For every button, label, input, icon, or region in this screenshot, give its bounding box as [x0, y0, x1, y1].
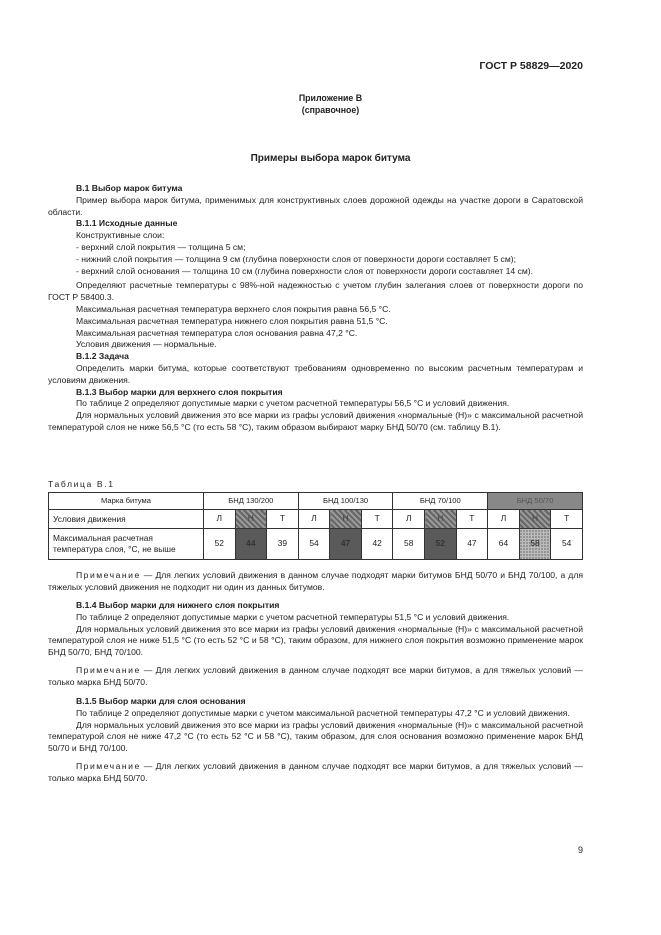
row-label-temperature: Максимальная расчетная температура слоя, °С, не выше — [49, 529, 204, 560]
row-label-traffic: Условия движения — [49, 510, 204, 529]
temperature-base-layer: Максимальная расчетная температура слоя основания равна 47,2 °С. — [76, 327, 358, 338]
note-3 — [48, 761, 583, 785]
temperature-cell: 58 — [519, 529, 551, 560]
traffic-cell: Н — [235, 510, 267, 529]
paragraph-b14-a: По таблице 2 определяют допустимые марки с учетом расчетной температуры 51,5 °С и условий движения. — [76, 611, 510, 622]
appendix-heading — [0, 92, 661, 116]
paragraph-b14-b: Для нормальных условий движения это все марки из графы условий движения «нормальные (Н)» с максимальной расчетной температурой слоя не ниже 51,5 °С (то есть 52 °С и 58 °С), таким образом, для нижнего слоя покрытия возможно применение марок БНД 50/70, БНД 70/100. — [48, 623, 583, 658]
note-2 — [48, 665, 583, 689]
temperature-cell: 54 — [551, 529, 583, 560]
table-row-traffic — [49, 510, 583, 529]
section-b14 — [48, 600, 583, 689]
header-grade-label: Марка битума — [49, 493, 204, 510]
appendix-title: Приложение В — [298, 93, 363, 103]
table-row-temperature — [49, 529, 583, 560]
traffic-cell: Т — [456, 510, 488, 529]
temperature-cell: 52 — [425, 529, 457, 560]
traffic-cell: Н — [330, 510, 362, 529]
traffic-conditions: Условия движения — нормальные. — [76, 339, 217, 350]
traffic-cell: Т — [551, 510, 583, 529]
main-title: Примеры выбора марок битума — [250, 153, 411, 164]
temperature-cell: 44 — [235, 529, 267, 560]
temperature-top-layer: Максимальная расчетная температура верхнего слоя покрытия равна 56,5 °С. — [76, 303, 391, 314]
layers-label: Конструктивные слои: — [76, 230, 165, 241]
paragraph-intro: Пример выбора марок битума, применимых для конструктивных слоев дорожной одежды на участке дороги в Саратовской области. — [48, 194, 583, 217]
note-label: Примечание — [76, 664, 141, 675]
paragraph-b15-b: Для нормальных условий движения это все марки из графы условий движения «нормальные (Н)» с максимальной расчетной температурой слоя не ниже 47,2 °С (то есть 52 °С и 58 °С), таким образом, для слоя основания возможно применение марок БНД 50/70 и БНД 70/100. — [48, 719, 583, 754]
layer-item-1: - верхний слой покрытия — толщина 5 см; — [76, 241, 246, 252]
paragraph-b13-a: По таблице 2 определяют допустимые марки с учетом расчетной температуры 56,5 °С и условий движения. — [76, 398, 510, 409]
note-label: Примечание — [76, 570, 141, 580]
standard-code: ГОСТ Р 58829—2020 — [479, 60, 583, 72]
traffic-cell: Т — [361, 510, 393, 529]
traffic-cell: Л — [298, 510, 330, 529]
temperature-cell: 42 — [361, 529, 393, 560]
temperature-cell: 58 — [393, 529, 425, 560]
section-b15 — [48, 696, 583, 785]
section-b13-note — [48, 570, 583, 594]
note-1 — [48, 570, 583, 594]
header-grade-3: БНД 70/100 — [393, 493, 488, 510]
appendix-subtitle: (справочное) — [301, 105, 360, 115]
temperature-cell: 52 — [203, 529, 235, 560]
traffic-cell: Н — [519, 510, 551, 529]
bitumen-grade-table — [48, 492, 583, 560]
traffic-cell: Н — [425, 510, 457, 529]
paragraph-temperatures: Определяют расчетные температуры с 98%-ной надежностью с учетом глубин залегания слоев от поверхности дороги по ГОСТ Р 58400.3. — [48, 280, 583, 303]
section-b1 — [48, 183, 583, 434]
note-label: Примечание — [76, 760, 141, 771]
note-text: — Для легких условий движения в данном случае подходят все марки битумов, а для тяжелых условий — только марка БНД 50/70. — [48, 760, 583, 783]
paragraph-b13-b: Для нормальных условий движения это все марки из графы условий движения «нормальные (Н)» с максимальной расчетной температурой слоя не ниже 56,5 °С (то есть 58 °С), таким образом выбирают марку БНД 50/70 (см. таблицу В.1). — [48, 410, 583, 432]
paragraph-b15-a: По таблице 2 определяют допустимые марки с учетом максимальной расчетной температуры 47,2 °С и условий движения. — [76, 707, 570, 718]
note-text: — Для легких условий движения в данном случае подходят все марки битумов, а для тяжелых условий — только марка БНД 50/70. — [48, 664, 583, 687]
temperature-cell: 47 — [330, 529, 362, 560]
temperature-lower-layer: Максимальная расчетная температура нижнего слоя покрытия равна 51,5 °С. — [76, 315, 388, 326]
header-grade-1: БНД 130/200 — [203, 493, 298, 510]
table-header-row — [49, 493, 583, 510]
temperature-cell: 54 — [298, 529, 330, 560]
traffic-cell: Л — [203, 510, 235, 529]
header-grade-2: БНД 100/130 — [298, 493, 393, 510]
note-text: — Для легких условий движения в данном случае подходят марки битумов БНД 50/70 и БНД 70/100, а для тяжелых условий движения не подходит ни один из данных битумов. — [48, 570, 583, 592]
temperature-cell: 39 — [267, 529, 299, 560]
heading-b11: В.1.1 Исходные данные — [76, 218, 178, 229]
header-grade-4: БНД 50/70 — [488, 493, 583, 510]
layer-item-2: - нижний слой покрытия — толщина 9 см (глубина поверхности слоя от поверхности дороги составляет 5 см); — [76, 253, 516, 264]
traffic-cell: Л — [488, 510, 520, 529]
heading-b12: В.1.2 Задача — [76, 351, 129, 362]
layer-item-3: - верхний слой основания — толщина 10 см (глубина поверхности слоя от поверхности дороги составляет 14 см). — [76, 265, 533, 276]
heading-b13: В.1.3 Выбор марки для верхнего слоя покрытия — [76, 386, 283, 397]
temperature-cell: 47 — [456, 529, 488, 560]
traffic-cell: Л — [393, 510, 425, 529]
heading-b1: В.1 Выбор марок битума — [76, 183, 183, 193]
paragraph-task: Определить марки битума, которые соответствуют требованиям одновременно по высоким расчетным температурам и условиям движения. — [48, 362, 583, 385]
page-number: 9 — [577, 845, 583, 855]
traffic-cell: Т — [267, 510, 299, 529]
heading-b14: В.1.4 Выбор марки для нижнего слоя покрытия — [76, 600, 280, 610]
temperature-cell: 64 — [488, 529, 520, 560]
heading-b15: В.1.5 Выбор марки для слоя основания — [76, 696, 246, 706]
table-caption: Таблица В.1 — [48, 479, 115, 489]
